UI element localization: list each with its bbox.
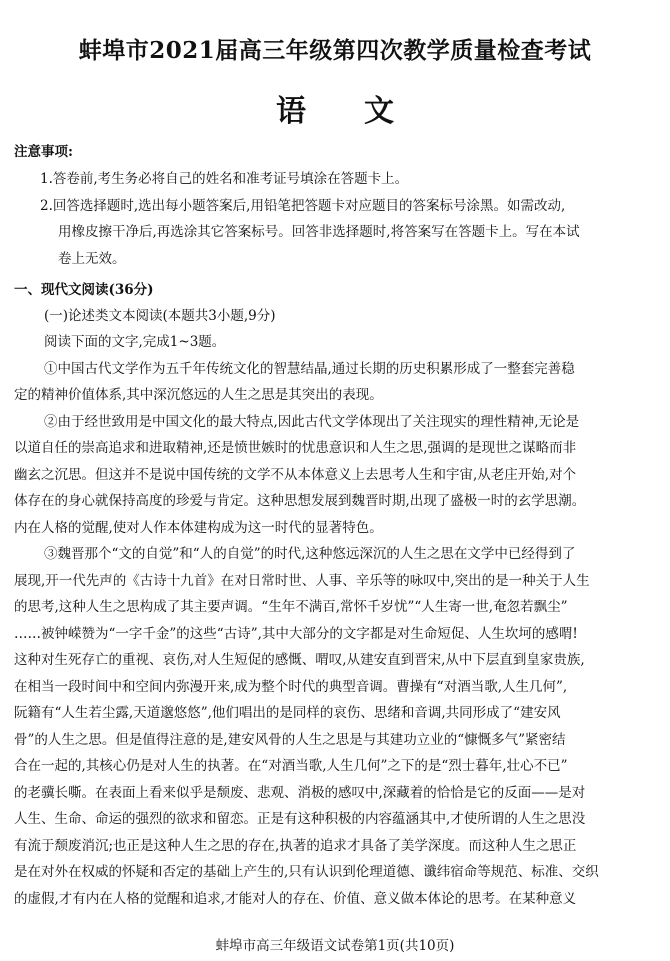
notice-item-2-cont: 用橡皮擦干净后,再选涂其它答案标号。回答非选择题时,将答案写在答题卡上。写在本试 <box>58 224 580 240</box>
notice-item-1: 1.答卷前,考生务必将自己的姓名和准考证号填涂在答题卡上。 <box>40 171 409 187</box>
body-line: ③魏晋那个“文的自觉”和“人的自觉”的时代,这种悠远深沉的人生之思在文学中已经得到了 <box>44 546 576 562</box>
body-line: 内在人格的觉醒,使对人作本体建构成为这一时代的显著特色。 <box>14 520 383 536</box>
notice-item-2-cont: 卷上无效。 <box>58 251 126 267</box>
sub-heading: (一)论述类文本阅读(本题共3小题,9分) <box>44 308 276 324</box>
body-line: 的老骥长嘶。在表面上看来似乎是颓废、悲观、消极的感叹中,深藏着的恰恰是它的反面——是对 <box>14 785 586 801</box>
body-line: 骨”的人生之思。但是值得注意的是,建安风骨的人生之思是与其建功立业的“慷慨多气”紧密结 <box>14 732 566 748</box>
body-line: 的虚假,才有内在人格的觉醒和追求,才能对人的存在、价值、意义做本体论的思考。在某种意义 <box>14 891 577 907</box>
body-line: 体存在的身心就保持高度的珍爱与肯定。这种思想发展到魏晋时期,出现了盛极一时的玄学思潮。 <box>14 493 586 509</box>
body-line: 以道自任的崇高追求和进取精神,还是愤世嫉时的忧患意识和人生之思,强调的是现世之谋略而非 <box>14 440 577 456</box>
body-line: 这种对生死存亡的重视、哀伤,对人生短促的感慨、喟叹,从建安直到晋宋,从中下层直到皇家贵族, <box>14 652 585 668</box>
body-line: ②由于经世致用是中国文化的最大特点,因此古代文学体现出了关注现实的理性精神,无论是 <box>44 414 580 430</box>
exam-title: 蚌埠市2021届高三年级第四次教学质量检查考试 <box>78 37 592 64</box>
body-line: ①中国古代文学作为五千年传统文化的智慧结晶,通过长期的历史积累形成了一整套完善稳 <box>44 361 575 377</box>
instruction: 阅读下面的文字,完成1~3题。 <box>44 334 226 350</box>
body-line: 合在一起的,其核心仍是对人生的执著。在“对酒当歌,人生几何”之下的是“烈士暮年,壮心不已” <box>14 758 568 774</box>
body-line: ……被钟嵘赞为“一字千金”的这些“古诗”,其中大部分的文字都是对生命短促、人生坎坷的感喟! <box>14 626 578 642</box>
body-line: 的思考,这种人生之思构成了其主要声调。“生年不满百,常怀千岁忧”“人生寄一世,奄忽若飘尘” <box>14 599 568 615</box>
notice-item-2: 2.回答选择题时,选出每小题答案后,用铅笔把答题卡对应题目的答案标号涂黑。如需改动, <box>40 198 566 214</box>
section-heading: 一、现代文阅读(36分) <box>14 282 154 298</box>
body-line: 展现,开一代先声的《古诗十九首》在对日常时世、人事、辛乐等的咏叹中,突出的是一种关于人生 <box>14 573 590 589</box>
page-footer: 蚌埠市高三年级语文试卷第1页(共10页) <box>215 938 455 954</box>
subject-title: 语文 <box>276 94 452 129</box>
body-line: 定的精神价值体系,其中深沉悠远的人生之思是其突出的表现。 <box>14 387 383 403</box>
body-line: 是在对外在权威的怀疑和否定的基础上产生的,只有认识到伦理道德、谶纬宿命等规范、标准、交织 <box>14 864 599 880</box>
body-line: 有流于颓废消沉;也正是这种人生之思的存在,执著的追求才具备了美学深度。而这种人生之思正 <box>14 838 577 854</box>
notice-heading: 注意事项: <box>14 144 73 160</box>
body-line: 在相当一段时间中和空间内弥漫开来,成为整个时代的典型音调。曹操有“对酒当歌,人生几何”, <box>14 679 568 695</box>
body-line: 幽玄之沉思。但这并不是说中国传统的文学不从本体意义上去思考人生和宇宙,从老庄开始,对个 <box>14 467 577 483</box>
body-line: 人生、生命、命运的强烈的欲求和留恋。正是有这种积极的内容蕴涵其中,才使所谓的人生之思没 <box>14 811 586 827</box>
body-line: 阮籍有“人生若尘露,天道邈悠悠”,他们唱出的是同样的哀伤、思绪和音调,共同形成了“建安风 <box>14 705 561 721</box>
